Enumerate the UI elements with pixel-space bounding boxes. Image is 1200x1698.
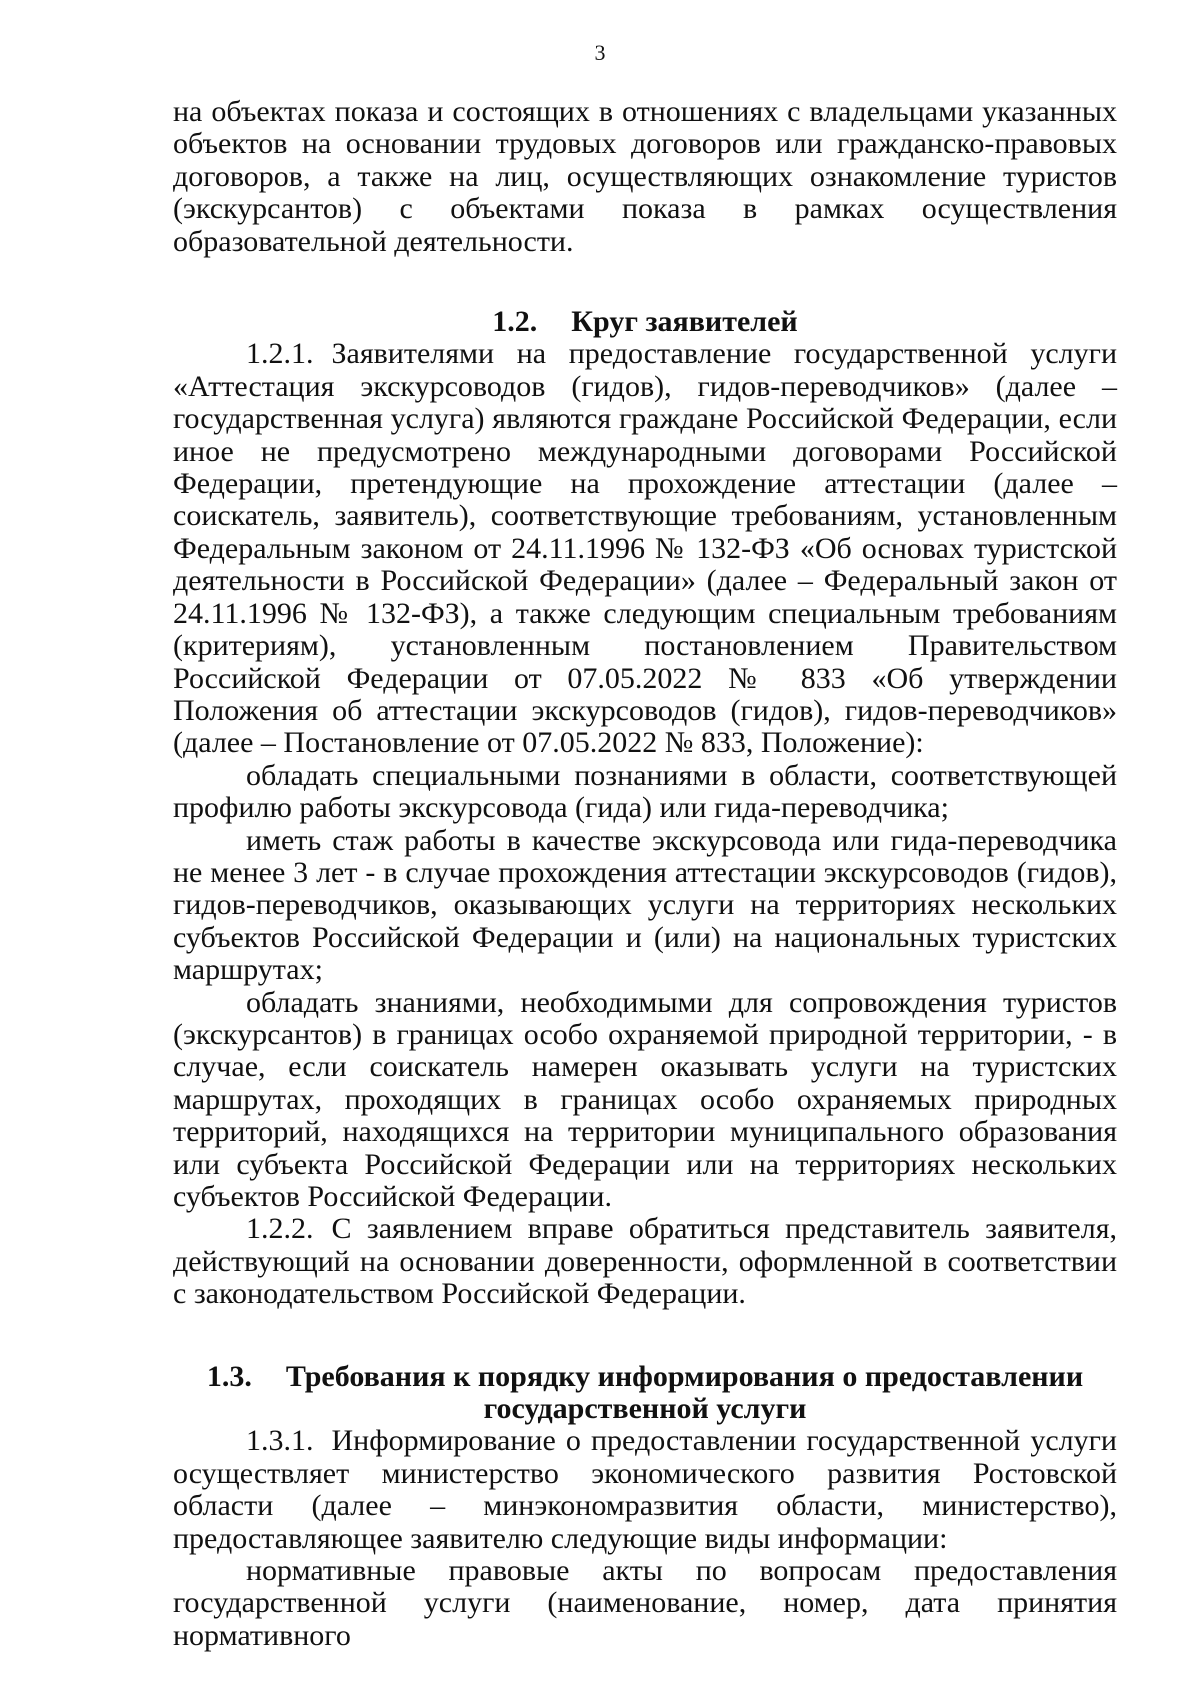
section-heading-1-2 [173, 306, 1117, 338]
section-title: Круг заявителей [571, 305, 798, 339]
paragraph-number: 1.3.1. [246, 1424, 314, 1458]
paragraph-1-2-2 [173, 1213, 1117, 1310]
spacer [173, 1311, 1117, 1361]
paragraph-text: С заявлением вправе обратиться представитель заявителя, действующий на основании доверенности, оформленной в соответствии с законодательством Российской Федерации. [173, 1212, 1117, 1311]
spacer [173, 258, 1117, 306]
paragraph-number: 1.2.1. [246, 337, 314, 371]
requirement-item: обладать знаниями, необходимыми для сопровождения туристов (экскурсантов) в границах особо охраняемой природной территории, - в случае, если соискатель намерен оказывать услуги на туристских маршрутах, проходящих в границах особо охраняемых природных территорий, находящихся на территории муниципального образования или субъекта Российской Федерации или на территориях нескольких субъектов Российской Федерации. [173, 985, 1117, 1213]
section-title-line-1: Требования к порядку информирования о предоставлении [285, 1359, 1084, 1393]
intro-paragraph: на объектах показа и состоящих в отношениях с владельцами указанных объектов на основании трудовых договоров или гражданско-правовых договоров, а также на лиц, осуществляющих ознакомление туристов (экскурсантов) с объектами показа в рамках осуществления образовательной деятельности. [173, 95, 1117, 258]
section-heading-1-3 [173, 1361, 1117, 1426]
document-body [173, 96, 1117, 1652]
paragraph-text: Информирование о предоставлении государственной услуги осуществляет министерство экономического развития Ростовской области (далее – минэкономразвития области, министерство), предоставляющее заявителю следующие виды информации: [173, 1424, 1117, 1555]
section-number: 1.3. [206, 1359, 252, 1393]
paragraph-1-2-1 [173, 338, 1117, 759]
requirement-item: обладать специальными познаниями в области, соответствующей профилю работы экскурсовода (гида) или гида-переводчика; [173, 758, 1117, 825]
section-number: 1.2. [492, 305, 538, 339]
paragraph-1-3-1 [173, 1425, 1117, 1555]
requirement-item: иметь стаж работы в качестве экскурсовода или гида-переводчика не менее 3 лет - в случае прохождения аттестации экскурсоводов (гидов), гидов-переводчиков, оказывающих услуги на территориях нескольких субъектов Российской Федерации и (или) на национальных туристских маршрутах; [173, 823, 1117, 987]
paragraph-number: 1.2.2. [246, 1212, 314, 1246]
paragraph-text: Заявителями на предоставление государственной услуги «Аттестация экскурсоводов (гидов), гидов-переводчиков» (далее – государственная услуга) являются граждане Российской Федерации, если иное не предусмотрено международными договорами Российской Федерации, претендующие на прохождение аттестации (далее – соискатель, заявитель), соответствующие требованиям, установленным Федеральным законом от 24.11.1996 № 132-ФЗ «Об основах туристской деятельности в Российской Федерации» (далее – Федеральный закон от 24.11.1996 № 132-ФЗ), а также следующим специальным требованиям (критериям), установленным постановлением Правительством Российской Федерации от 07.05.2022 № 833 «Об утверждении Положения об аттестации экскурсоводов (гидов), гидов-переводчиков» (далее – Постановление от 07.05.2022 № 833, Положение): [173, 337, 1117, 760]
section-title-line-2: государственной услуги [483, 1392, 807, 1426]
list-item: нормативные правовые акты по вопросам предоставления государственной услуги (наименование, номер, дата принятия нормативного [173, 1554, 1117, 1652]
page-number: 3 [594, 40, 606, 65]
